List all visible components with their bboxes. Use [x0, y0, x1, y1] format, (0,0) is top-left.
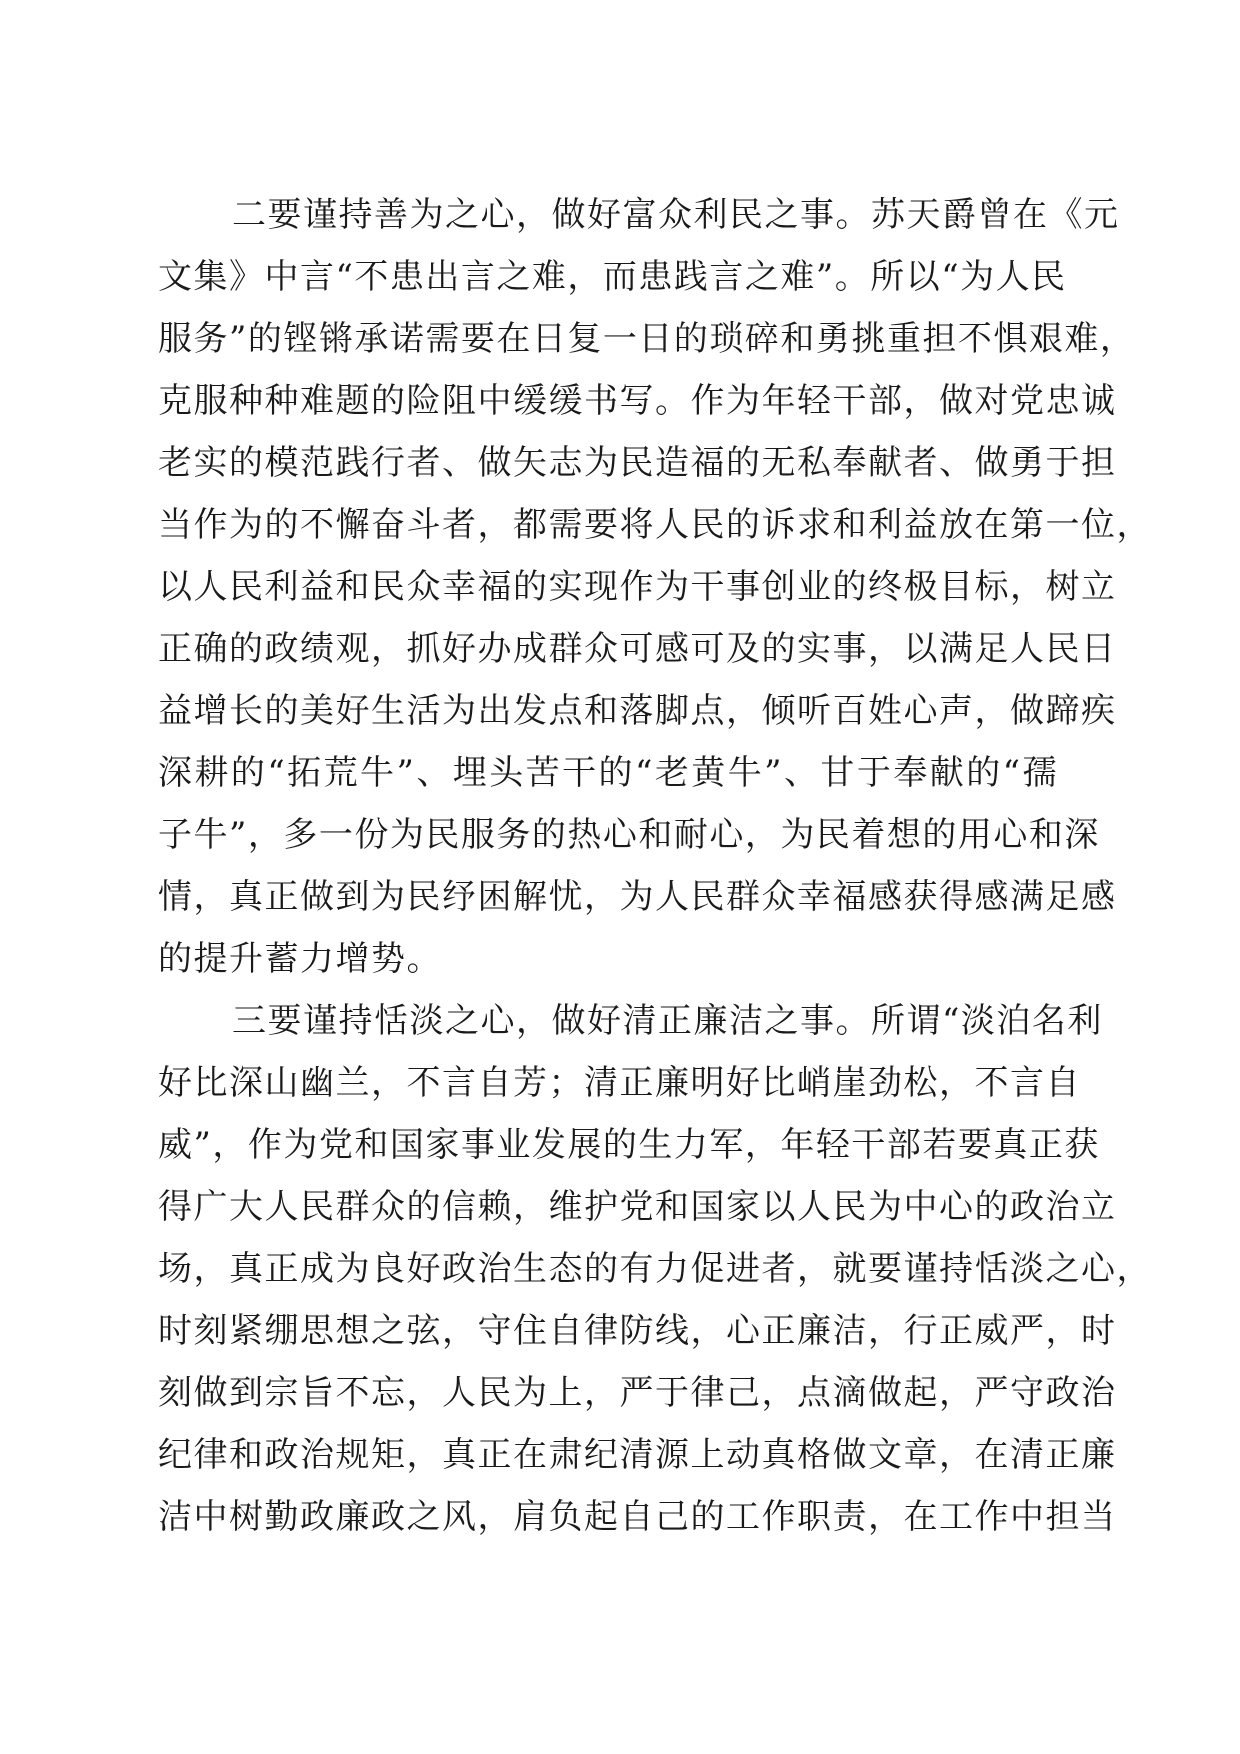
paragraph-2-line: 三要谨持恬淡之心，做好清正廉洁之事。所谓“淡泊名利 — [232, 1001, 1103, 1041]
paragraph-1-line: 深耕的“拓荒牛”、埋头苦干的“老黄牛”、甘于奉献的“孺 — [158, 753, 1058, 793]
paragraph-2-line: 刻做到宗旨不忘，人民为上，严于律己，点滴做起，严守政治 — [158, 1373, 1117, 1413]
paragraph-2-line: 时刻紧绷思想之弦，守住自律防线，心正廉洁，行正威严，时 — [158, 1311, 1117, 1351]
paragraph-2-line: 威”，作为党和国家事业发展的生力军，年轻干部若要真正获 — [158, 1125, 1100, 1165]
paragraph-1-line: 二要谨持善为之心，做好富众利民之事。苏天爵曾在《元 — [232, 195, 1120, 235]
paragraph-1-line: 当作为的不懈奋斗者，都需要将人民的诉求和利益放在第一位， — [158, 505, 1152, 545]
paragraph-1-line: 子牛”，多一份为民服务的热心和耐心，为民着想的用心和深 — [158, 815, 1100, 855]
paragraph-2-line: 洁中树勤政廉政之风，肩负起自己的工作职责，在工作中担当 — [158, 1497, 1117, 1537]
paragraph-2-line: 得广大人民群众的信赖，维护党和国家以人民为中心的政治立 — [158, 1187, 1117, 1227]
paragraph-1-line: 克服种种难题的险阻中缓缓书写。作为年轻干部，做对党忠诚 — [158, 381, 1117, 421]
paragraph-1-line: 的提升蓄力增势。 — [158, 939, 442, 979]
paragraph-2-line: 场，真正成为良好政治生态的有力促进者，就要谨持恬淡之心， — [158, 1249, 1152, 1289]
paragraph-1-line: 益增长的美好生活为出发点和落脚点，倾听百姓心声，做蹄疾 — [158, 691, 1117, 731]
paragraph-1-line: 老实的模范践行者、做矢志为民造福的无私奉献者、做勇于担 — [158, 443, 1117, 483]
paragraph-1-line: 正确的政绩观，抓好办成群众可感可及的实事，以满足人民日 — [158, 629, 1117, 669]
paragraph-2-line: 纪律和政治规矩，真正在肃纪清源上动真格做文章，在清正廉 — [158, 1435, 1117, 1475]
paragraph-2-line: 好比深山幽兰，不言自芳；清正廉明好比峭崖劲松，不言自 — [158, 1063, 1081, 1103]
paragraph-1-line: 以人民利益和民众幸福的实现作为干事创业的终极目标，树立 — [158, 567, 1117, 607]
paragraph-1-line: 服务”的铿锵承诺需要在日复一日的琐碎和勇挑重担不惧艰难， — [158, 319, 1136, 359]
paragraph-1-line: 情，真正做到为民纾困解忧，为人民群众幸福感获得感满足感 — [158, 877, 1117, 917]
document-body — [158, 184, 1152, 1548]
paragraph-1-line: 文集》中言“不患出言之难，而患践言之难”。所以“为人民 — [158, 257, 1067, 297]
